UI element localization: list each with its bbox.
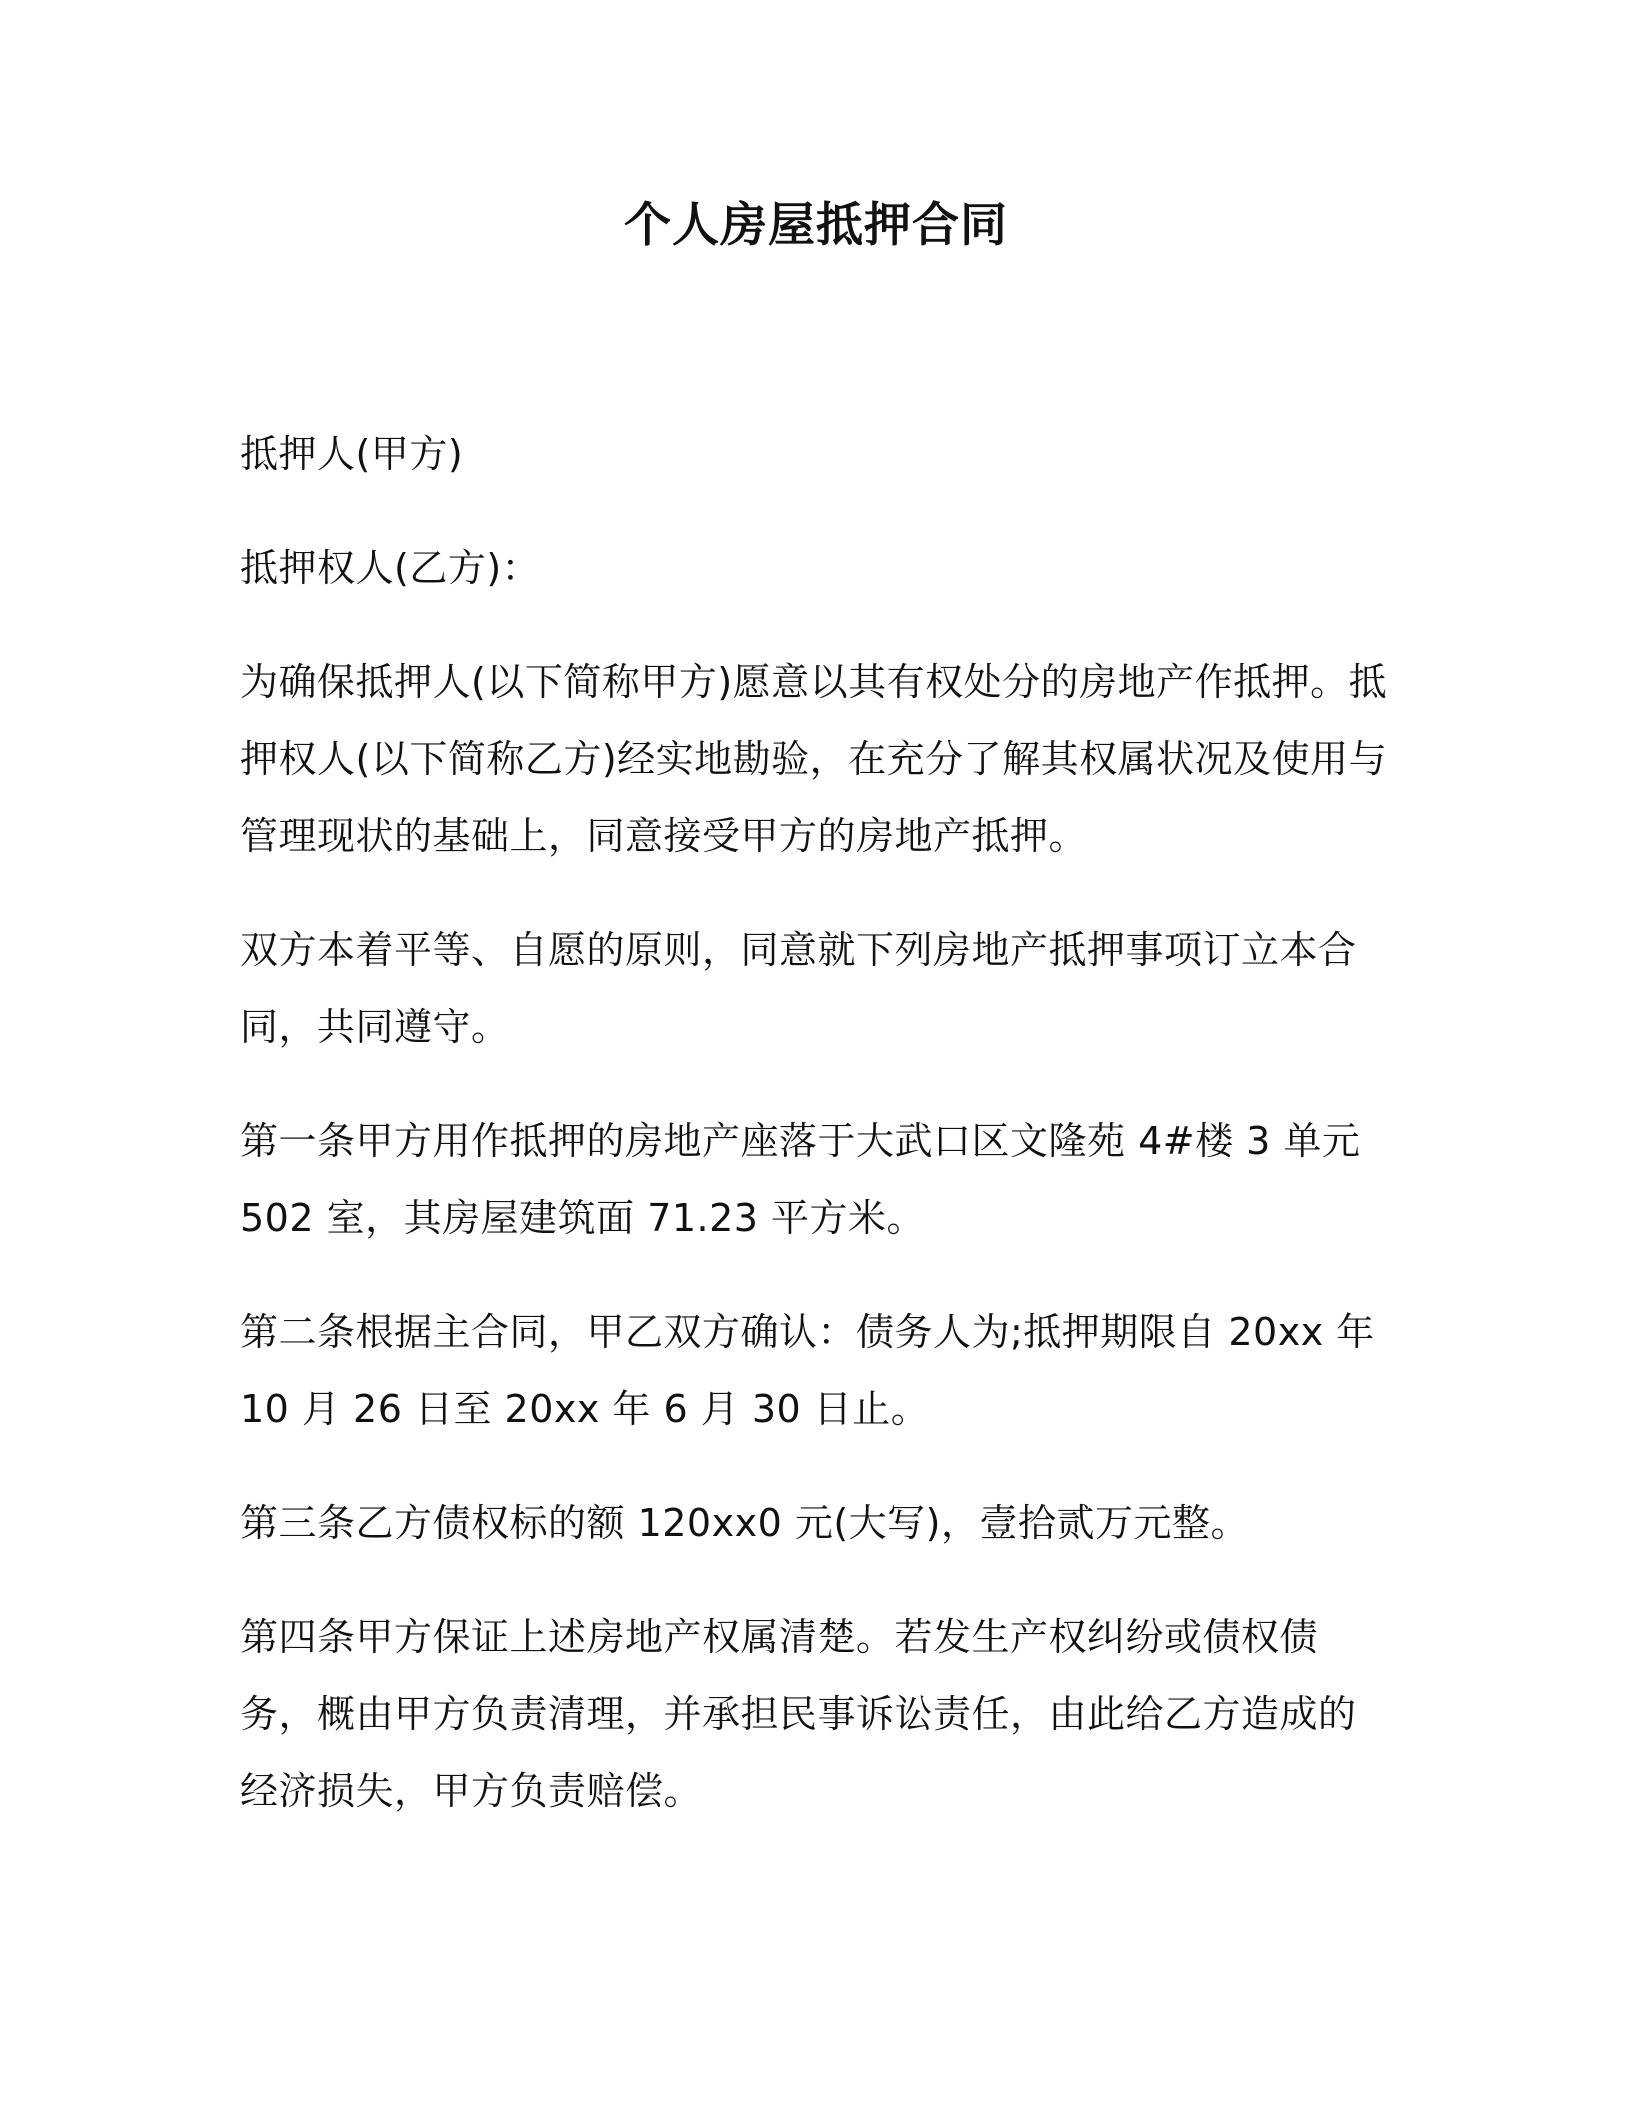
- paragraph-mortgagee: 抵押权人(乙方)：: [240, 546, 541, 590]
- document-body: [240, 416, 1390, 1867]
- paragraph-article-3: 第三条乙方债权标的额 120xx0 元(大写)，壹拾贰万元整。: [240, 1501, 1249, 1545]
- paragraph-principle: 双方本着平等、自愿的原则，同意就下列房地产抵押事项订立本合同，共同遵守。: [240, 928, 1357, 1049]
- paragraph-mortgagor: 抵押人(甲方): [240, 432, 464, 476]
- document-title: 个人房屋抵押合同: [624, 198, 1008, 253]
- paragraph-article-2: 第二条根据主合同，甲乙双方确认：债务人为;抵押期限自 20xx 年 10 月 26 日至 20xx 年 6 月 30 日止。: [240, 1310, 1375, 1431]
- paragraph-article-4: 第四条甲方保证上述房地产权属清楚。若发生产权纠纷或债权债务，概由甲方负责清理，并承担民事诉讼责任，由此给乙方造成的经济损失，甲方负责赔偿。: [240, 1615, 1357, 1813]
- paragraph-purpose: 为确保抵押人(以下简称甲方)愿意以其有权处分的房地产作抵押。抵押权人(以下简称乙方)经实地勘验，在充分了解其权属状况及使用与管理现状的基础上，同意接受甲方的房地产抵押。: [240, 660, 1388, 858]
- paragraph-article-1: 第一条甲方用作抵押的房地产座落于大武口区文隆苑 4#楼 3 单元 502 室，其房屋建筑面 71.23 平方米。: [240, 1119, 1361, 1240]
